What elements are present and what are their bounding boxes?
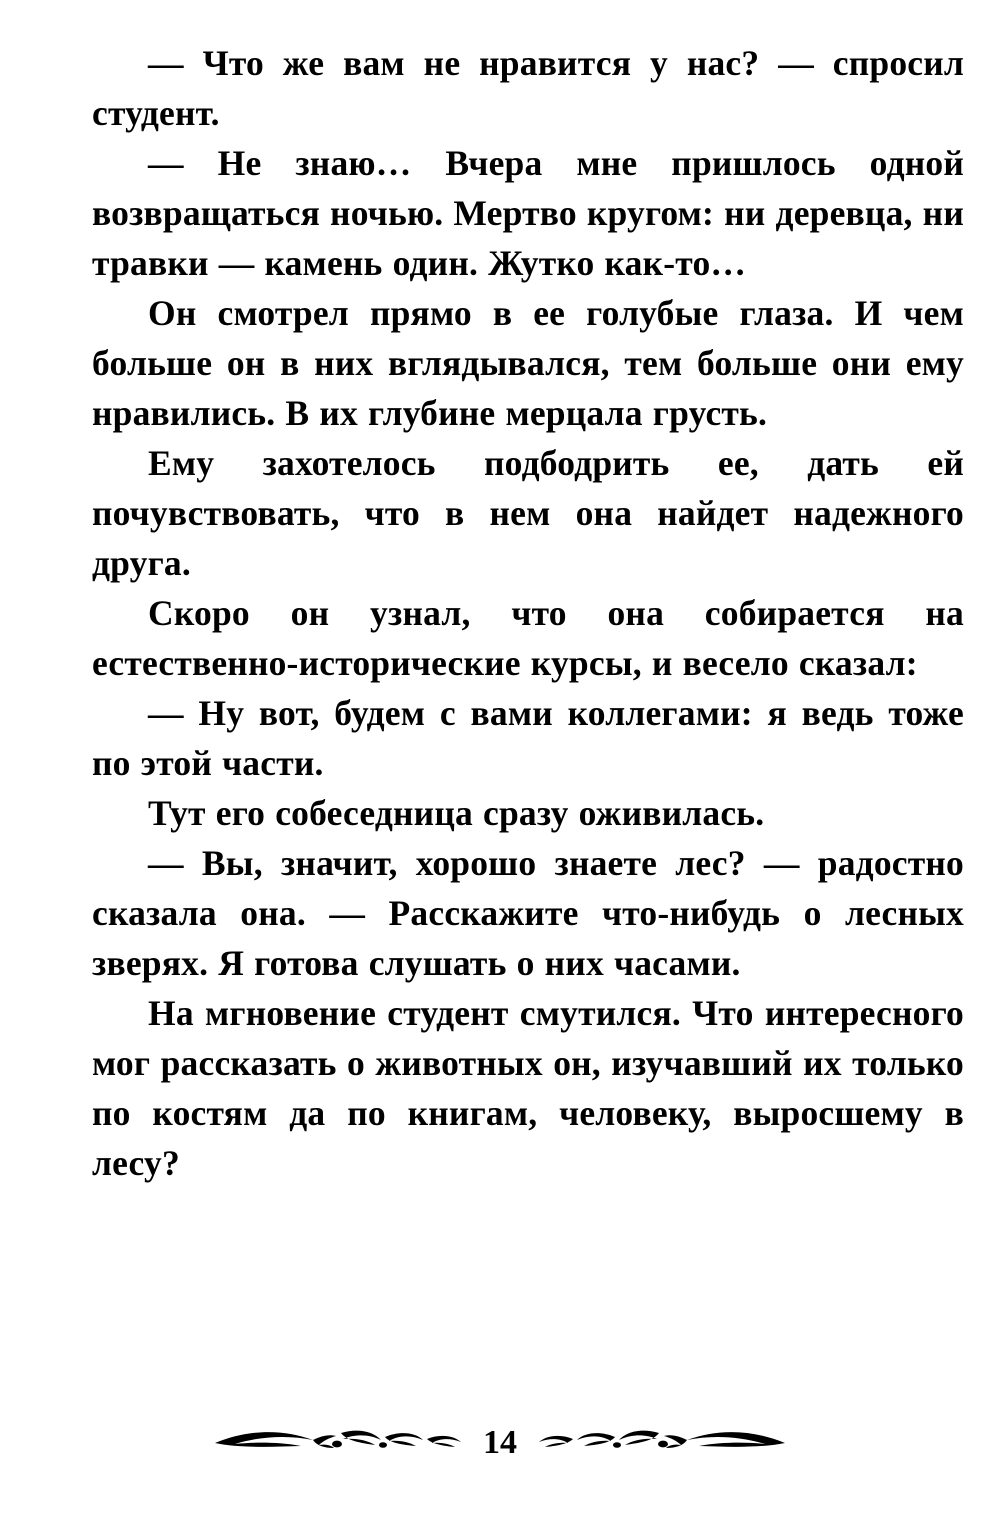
paragraph: — Ну вот, будем с вами коллегами: я ведь тоже по этой части. <box>92 693 964 783</box>
paragraph: На мгновение студент смутился. Что интересного мог рассказать о животных он, изучавший их только по костям да по книгам, человеку, выросшему в лесу? <box>92 993 964 1183</box>
flourish-ornament-icon <box>209 1419 469 1468</box>
page-body-text <box>92 38 964 1188</box>
paragraph: — Не знаю… Вчера мне пришлось одной возвращаться ночью. Мертво кругом: ни деревца, ни травки — камень один. Жутко как-то… <box>92 143 964 283</box>
paragraph: Тут его собеседница сразу оживилась. <box>148 793 765 833</box>
paragraph: Он смотрел прямо в ее голубые глаза. И чем больше он в них вглядывался, тем больше они ему нравились. В их глубине мерцала грусть. <box>92 293 964 433</box>
flourish-ornament-icon <box>531 1419 791 1468</box>
paragraph: — Что же вам не нравится у нас? — спросил студент. <box>92 43 964 133</box>
paragraph: — Вы, значит, хорошо знаете лес? — радостно сказала она. — Расскажите что-нибудь о лесных зверях. Я готова слушать о них часами. <box>92 843 964 983</box>
paragraph: Скоро он узнал, что она собирается на естественно-исторические курсы, и весело сказал: <box>92 593 964 683</box>
page-footer <box>0 1408 1000 1478</box>
page-number: 14 <box>483 1424 517 1461</box>
paragraph: Ему захотелось подбодрить ее, дать ей почувствовать, что в нем она найдет надежного друга. <box>92 443 964 583</box>
